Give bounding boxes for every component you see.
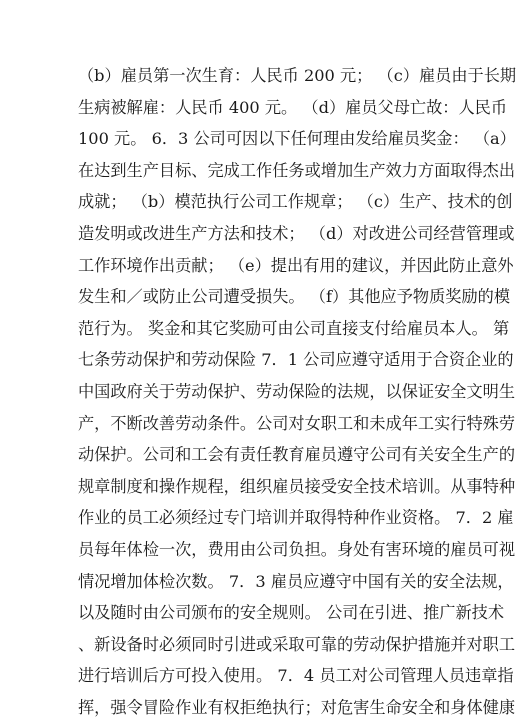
text-line: 作业的员工必须经过专门培训并取得特种作业资格。 7．2 雇	[78, 508, 514, 528]
body-text	[78, 60, 516, 723]
text-line: 成就； （b）模范执行公司工作规章； （c）生产、技术的创	[78, 192, 513, 212]
text-line: 100 元。 6．3 公司可因以下任何理由发给雇员奖金： （a）	[78, 129, 516, 149]
text-line: 生病被解雇：人民币 400 元。 （d）雇员父母亡故：人民币	[78, 97, 508, 117]
text-line: 动保护。公司和工会有责任教育雇员遵守公司有关安全生产的	[78, 445, 516, 465]
text-line: 、新设备时必须同时引进或采取可靠的劳动保护措施并对职工	[78, 634, 516, 654]
text-line: 工作环境作出贡献； （e）提出有用的建议，并因此防止意外	[78, 255, 514, 275]
text-line: 七条劳动保护和劳动保险 7．1 公司应遵守适用于合资企业的	[78, 350, 514, 370]
text-line: 中国政府关于劳动保护、劳动保险的法规，以保证安全文明生	[78, 381, 516, 401]
text-line: 规章制度和操作规程，组织雇员接受安全技术培训。从事特种	[78, 476, 516, 496]
text-line: 进行培训后方可投入使用。 7．4 员工对公司管理人员违章指	[78, 666, 514, 686]
text-line: 产，不断改善劳动条件。公司对女职工和未成年工实行特殊劳	[78, 413, 516, 433]
text-line: 情况增加体检次数。 7．3 雇员应遵守中国有关的安全法规，	[78, 571, 514, 591]
text-line: 造发明或改进生产方法和技术； （d）对改进公司经营管理或	[78, 223, 515, 243]
text-line: 范行为。 奖金和其它奖励可由公司直接支付给雇员本人。 第	[78, 318, 510, 338]
text-line: 在达到生产目标、完成工作任务或增加生产效力方面取得杰出	[78, 160, 516, 180]
text-line: 发生和／或防止公司遭受损失。 （f）其他应予物质奖励的模	[78, 287, 511, 307]
text-line: 员每年体检一次，费用由公司负担。身处有害环境的雇员可视	[78, 539, 516, 559]
text-line: 以及随时由公司颁布的安全规则。 公司在引进、推广新技术	[78, 603, 505, 623]
text-line: 挥，强令冒险作业有权拒绝执行；对危害生命安全和身体健康	[78, 697, 516, 717]
text-line: （b）雇员第一次生育：人民币 200 元； （c）雇员由于长期	[78, 66, 516, 85]
